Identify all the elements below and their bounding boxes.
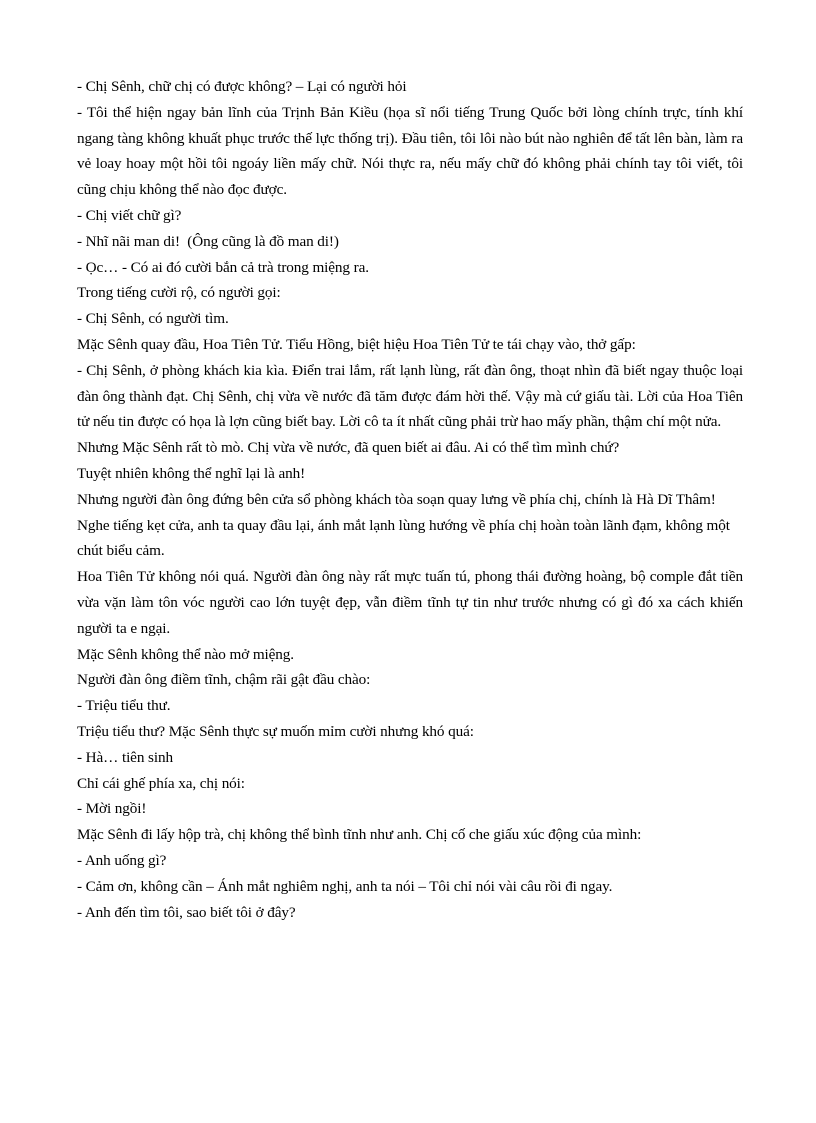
paragraph: Người đàn ông điềm tĩnh, chậm rãi gật đầu chào:	[77, 671, 371, 689]
paragraph: - Cảm ơn, không cần – Ánh mắt nghiêm nghị, anh ta nói – Tôi chỉ nói vài câu rồi đi ngay.	[77, 877, 613, 895]
paragraph: - Chị Sênh, chữ chị có được không? – Lại có người hỏi	[77, 78, 407, 95]
paragraph: - Ọc… - Có ai đó cười bắn cả trà trong miệng ra.	[77, 258, 369, 276]
paragraph: Hoa Tiên Tử không nói quá. Người đàn ông này rất mực tuấn tú, phong thái đường hoàng, bộ comple đắt tiền vừa vặn làm tôn vóc người cao lớn tuyệt đẹp, vẫn điềm tĩnh tự tin như trước nhưng có gì đó xa cách khiến người ta e ngại.	[77, 568, 743, 637]
paragraph: - Anh uống gì?	[77, 851, 167, 869]
paragraph: Nghe tiếng kẹt cửa, anh ta quay đầu lại, ánh mắt lạnh lùng hướng về phía chị hoàn toàn lãnh đạm, không một chút biểu cảm.	[77, 516, 730, 560]
paragraph: Tuyệt nhiên không thể nghĩ lại là anh!	[77, 464, 306, 482]
paragraph: Trong tiếng cười rộ, có người gọi:	[77, 284, 281, 302]
paragraph: - Chị Sênh, có người tìm.	[77, 310, 229, 328]
paragraph: - Chị viết chữ gì?	[77, 206, 182, 224]
paragraph: Triệu tiểu thư? Mặc Sênh thực sự muốn mỉm cười nhưng khó quá:	[77, 722, 474, 740]
paragraph: - Mời ngồi!	[77, 800, 147, 818]
paragraph: Mặc Sênh không thể nào mở miệng.	[77, 645, 294, 663]
paragraph: - Chị Sênh, ở phòng khách kia kìa. Điển trai lắm, rất lạnh lùng, rất đàn ông, thoạt nhìn đã biết ngay thuộc loại đàn ông thành đạt. Chị Sênh, chị vừa về nước đã tăm được đám hời thế. Vậy mà cứ giấu tài. Lời của Hoa Tiên tử nếu tin được có họa là lợn cũng biết bay. Lời cô ta ít nhất cũng phải trừ hao mấy phần, thậm chí một nửa.	[77, 361, 743, 431]
paragraph: - Anh đến tìm tôi, sao biết tôi ở đây?	[77, 903, 296, 921]
paragraph: - Nhĩ nãi man di! (Ông cũng là đồ man di!)	[77, 232, 339, 250]
paragraph: - Hà… tiên sinh	[77, 748, 173, 766]
paragraph: Chỉ cái ghế phía xa, chị nói:	[77, 774, 245, 792]
paragraph: Nhưng người đàn ông đứng bên cửa sổ phòng khách tòa soạn quay lưng về phía chị, chính là Hà Dĩ Thâm!	[77, 490, 716, 508]
paragraph: - Tôi thể hiện ngay bản lĩnh của Trịnh Bản Kiều (họa sĩ nổi tiếng Trung Quốc bởi lòng chính trực, tính khí ngang tàng không khuất phục trước thế lực thống trị). Đầu tiên, tôi lôi nào bút nào nghiên để tất lên bàn, làm ra vẻ loay hoay một hồi tôi ngoáy liền mấy chữ. Nói thực ra, nếu mấy chữ đó không phải chính tay tôi viết, tôi cũng chịu không thể nào đọc được.	[77, 103, 743, 199]
paragraph: Mặc Sênh đi lấy hộp trà, chị không thể bình tĩnh như anh. Chị cố che giấu xúc động của mình:	[77, 826, 642, 844]
paragraph: - Triệu tiểu thư.	[77, 697, 171, 715]
paragraph: Nhưng Mặc Sênh rất tò mò. Chị vừa về nước, đã quen biết ai đâu. Ai có thể tìm mình chứ?	[77, 439, 620, 457]
document-page	[77, 74, 743, 925]
paragraph: Mặc Sênh quay đầu, Hoa Tiên Tử. Tiểu Hồng, biệt hiệu Hoa Tiên Tử te tái chạy vào, thở gấp:	[77, 335, 636, 353]
